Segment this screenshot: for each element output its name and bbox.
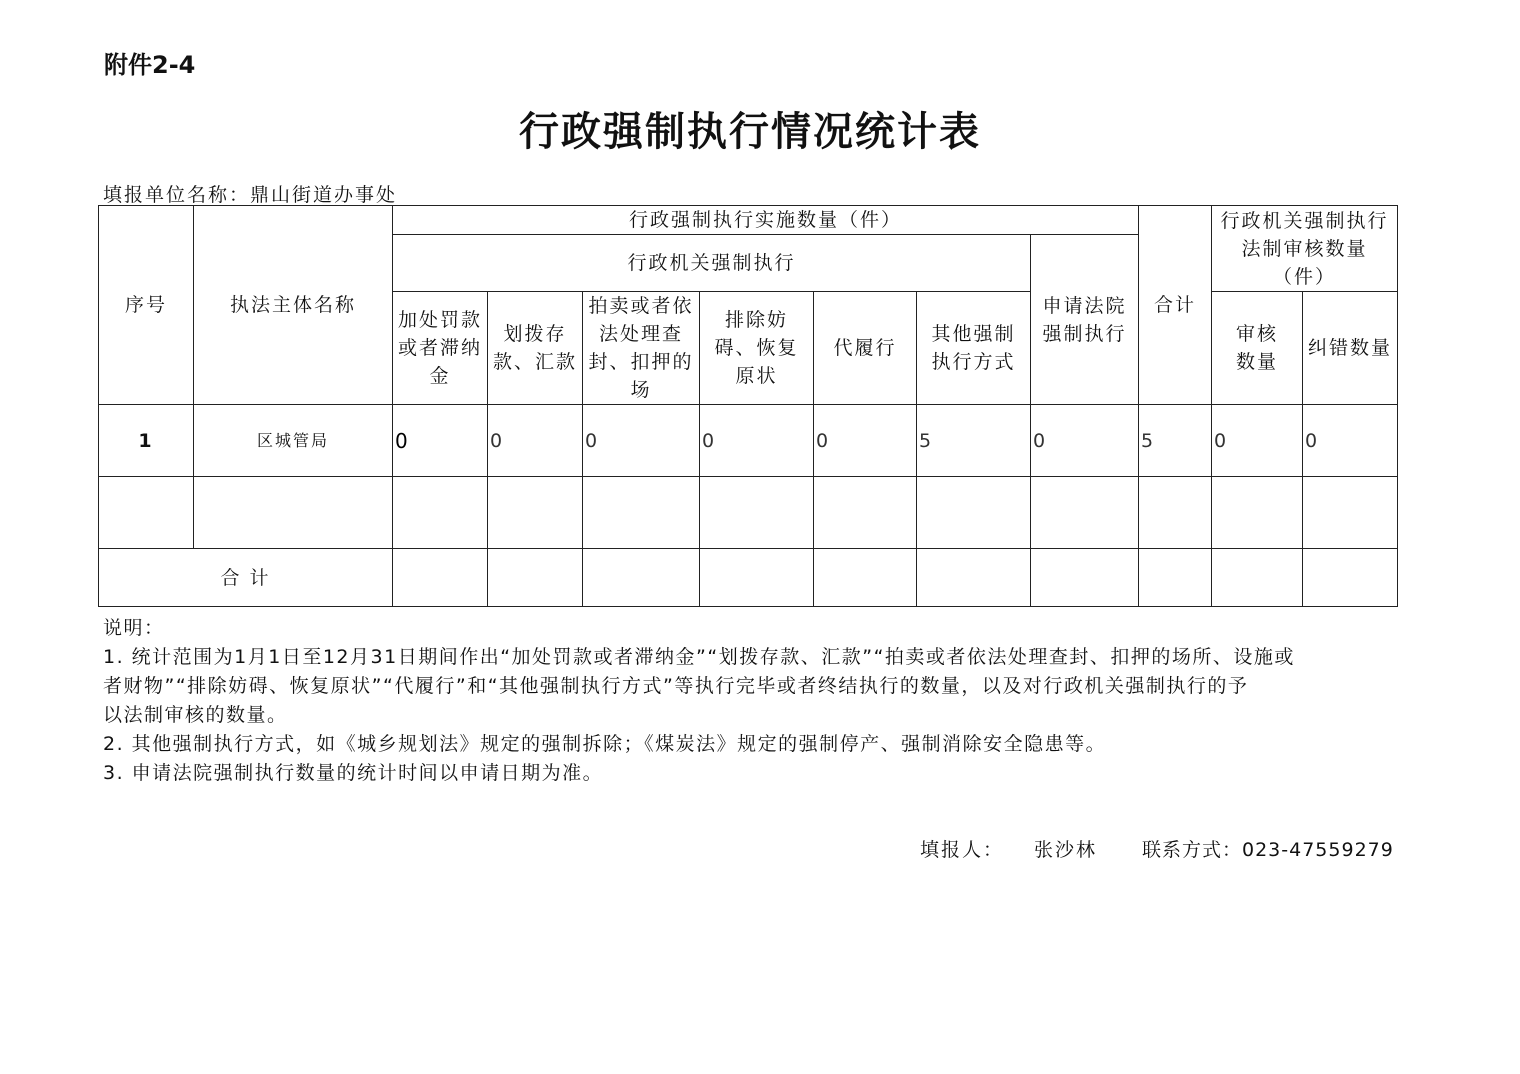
empty-cell [700,549,814,607]
empty-cell [814,549,917,607]
header-implementation: 行政强制执行实施数量（件） [393,206,1139,235]
note-3: 3. 申请法院强制执行数量的统计时间以申请日期为准。 [103,762,604,784]
empty-cell [1031,549,1139,607]
empty-cell [700,477,814,549]
footer-filler-name: 张沙林 [1034,839,1098,861]
row-seq: 1 [99,405,194,477]
table-row-empty [99,477,1398,549]
empty-cell [488,477,583,549]
empty-cell [1212,549,1303,607]
notes [103,614,1403,788]
header-remove-obstruction: 排除妨碍、恢复原状 [700,292,814,405]
row-substitute-performance: 0 [814,405,917,477]
empty-cell [1212,477,1303,549]
empty-cell [1139,549,1212,607]
row-total: 5 [1139,405,1212,477]
note-1-line-2: 者财物”“排除妨碍、恢复原状”“代履行”和“其他强制执行方式”等执行完毕或者终结执行的数量，以及对行政机关强制执行的予 [103,675,1249,697]
header-fine: 加处罚款或者滞纳金 [393,292,488,405]
empty-cell [194,477,393,549]
empty-cell [917,549,1031,607]
row-subject: 区城管局 [194,405,393,477]
table-row [99,405,1398,477]
header-review-group: 行政机关强制执行法制审核数量（件） [1212,206,1398,292]
footer-contact: 联系方式：023-47559279 [1142,839,1394,861]
empty-cell [393,549,488,607]
empty-cell [583,477,700,549]
empty-cell [814,477,917,549]
header-other-methods: 其他强制执行方式 [917,292,1031,405]
row-transfer: 0 [488,405,583,477]
header-seq: 序号 [99,206,194,405]
header-transfer: 划拨存款、汇款 [488,292,583,405]
empty-cell [393,477,488,549]
header-subject: 执法主体名称 [194,206,393,405]
empty-cell [99,477,194,549]
header-total: 合计 [1139,206,1212,405]
footer-filler-label: 填报人： [920,839,1005,861]
notes-heading: 说明： [103,617,165,639]
empty-cell [583,549,700,607]
note-1-line-1: 1. 统计范围为1月1日至12月31日期间作出“加处罚款或者滞纳金”“划拨存款、汇款”“拍卖或者依法处理查封、扣押的场所、设施或 [103,646,1295,668]
row-review-count: 0 [1212,405,1303,477]
row-court: 0 [1031,405,1139,477]
header-review-count: 审核数量 [1212,292,1303,405]
note-1-line-3: 以法制审核的数量。 [103,704,288,726]
total-row [99,549,1398,607]
empty-cell [1139,477,1212,549]
header-court: 申请法院强制执行 [1031,235,1139,405]
header-auction: 拍卖或者依法处理查封、扣押的场 [583,292,700,405]
row-fine: 0 [393,405,488,477]
header-admin-enforcement: 行政机关强制执行 [393,235,1031,292]
statistics-table [98,205,1398,607]
empty-cell [917,477,1031,549]
attachment-label: 附件2-4 [104,51,196,79]
header-substitute-performance: 代履行 [814,292,917,405]
empty-cell [488,549,583,607]
row-auction: 0 [583,405,700,477]
filler-unit: 填报单位名称：鼎山街道办事处 [103,184,398,206]
empty-cell [1303,549,1398,607]
page-title: 行政强制执行情况统计表 [519,108,981,155]
total-label: 合 计 [99,549,393,607]
empty-cell [1031,477,1139,549]
header-correct-count: 纠错数量 [1303,292,1398,405]
row-correct-count: 0 [1303,405,1398,477]
row-other-methods: 5 [917,405,1031,477]
row-remove-obstruction: 0 [700,405,814,477]
note-2: 2. 其他强制执行方式，如《城乡规划法》规定的强制拆除；《煤炭法》规定的强制停产、强制消除安全隐患等。 [103,733,1107,755]
empty-cell [1303,477,1398,549]
